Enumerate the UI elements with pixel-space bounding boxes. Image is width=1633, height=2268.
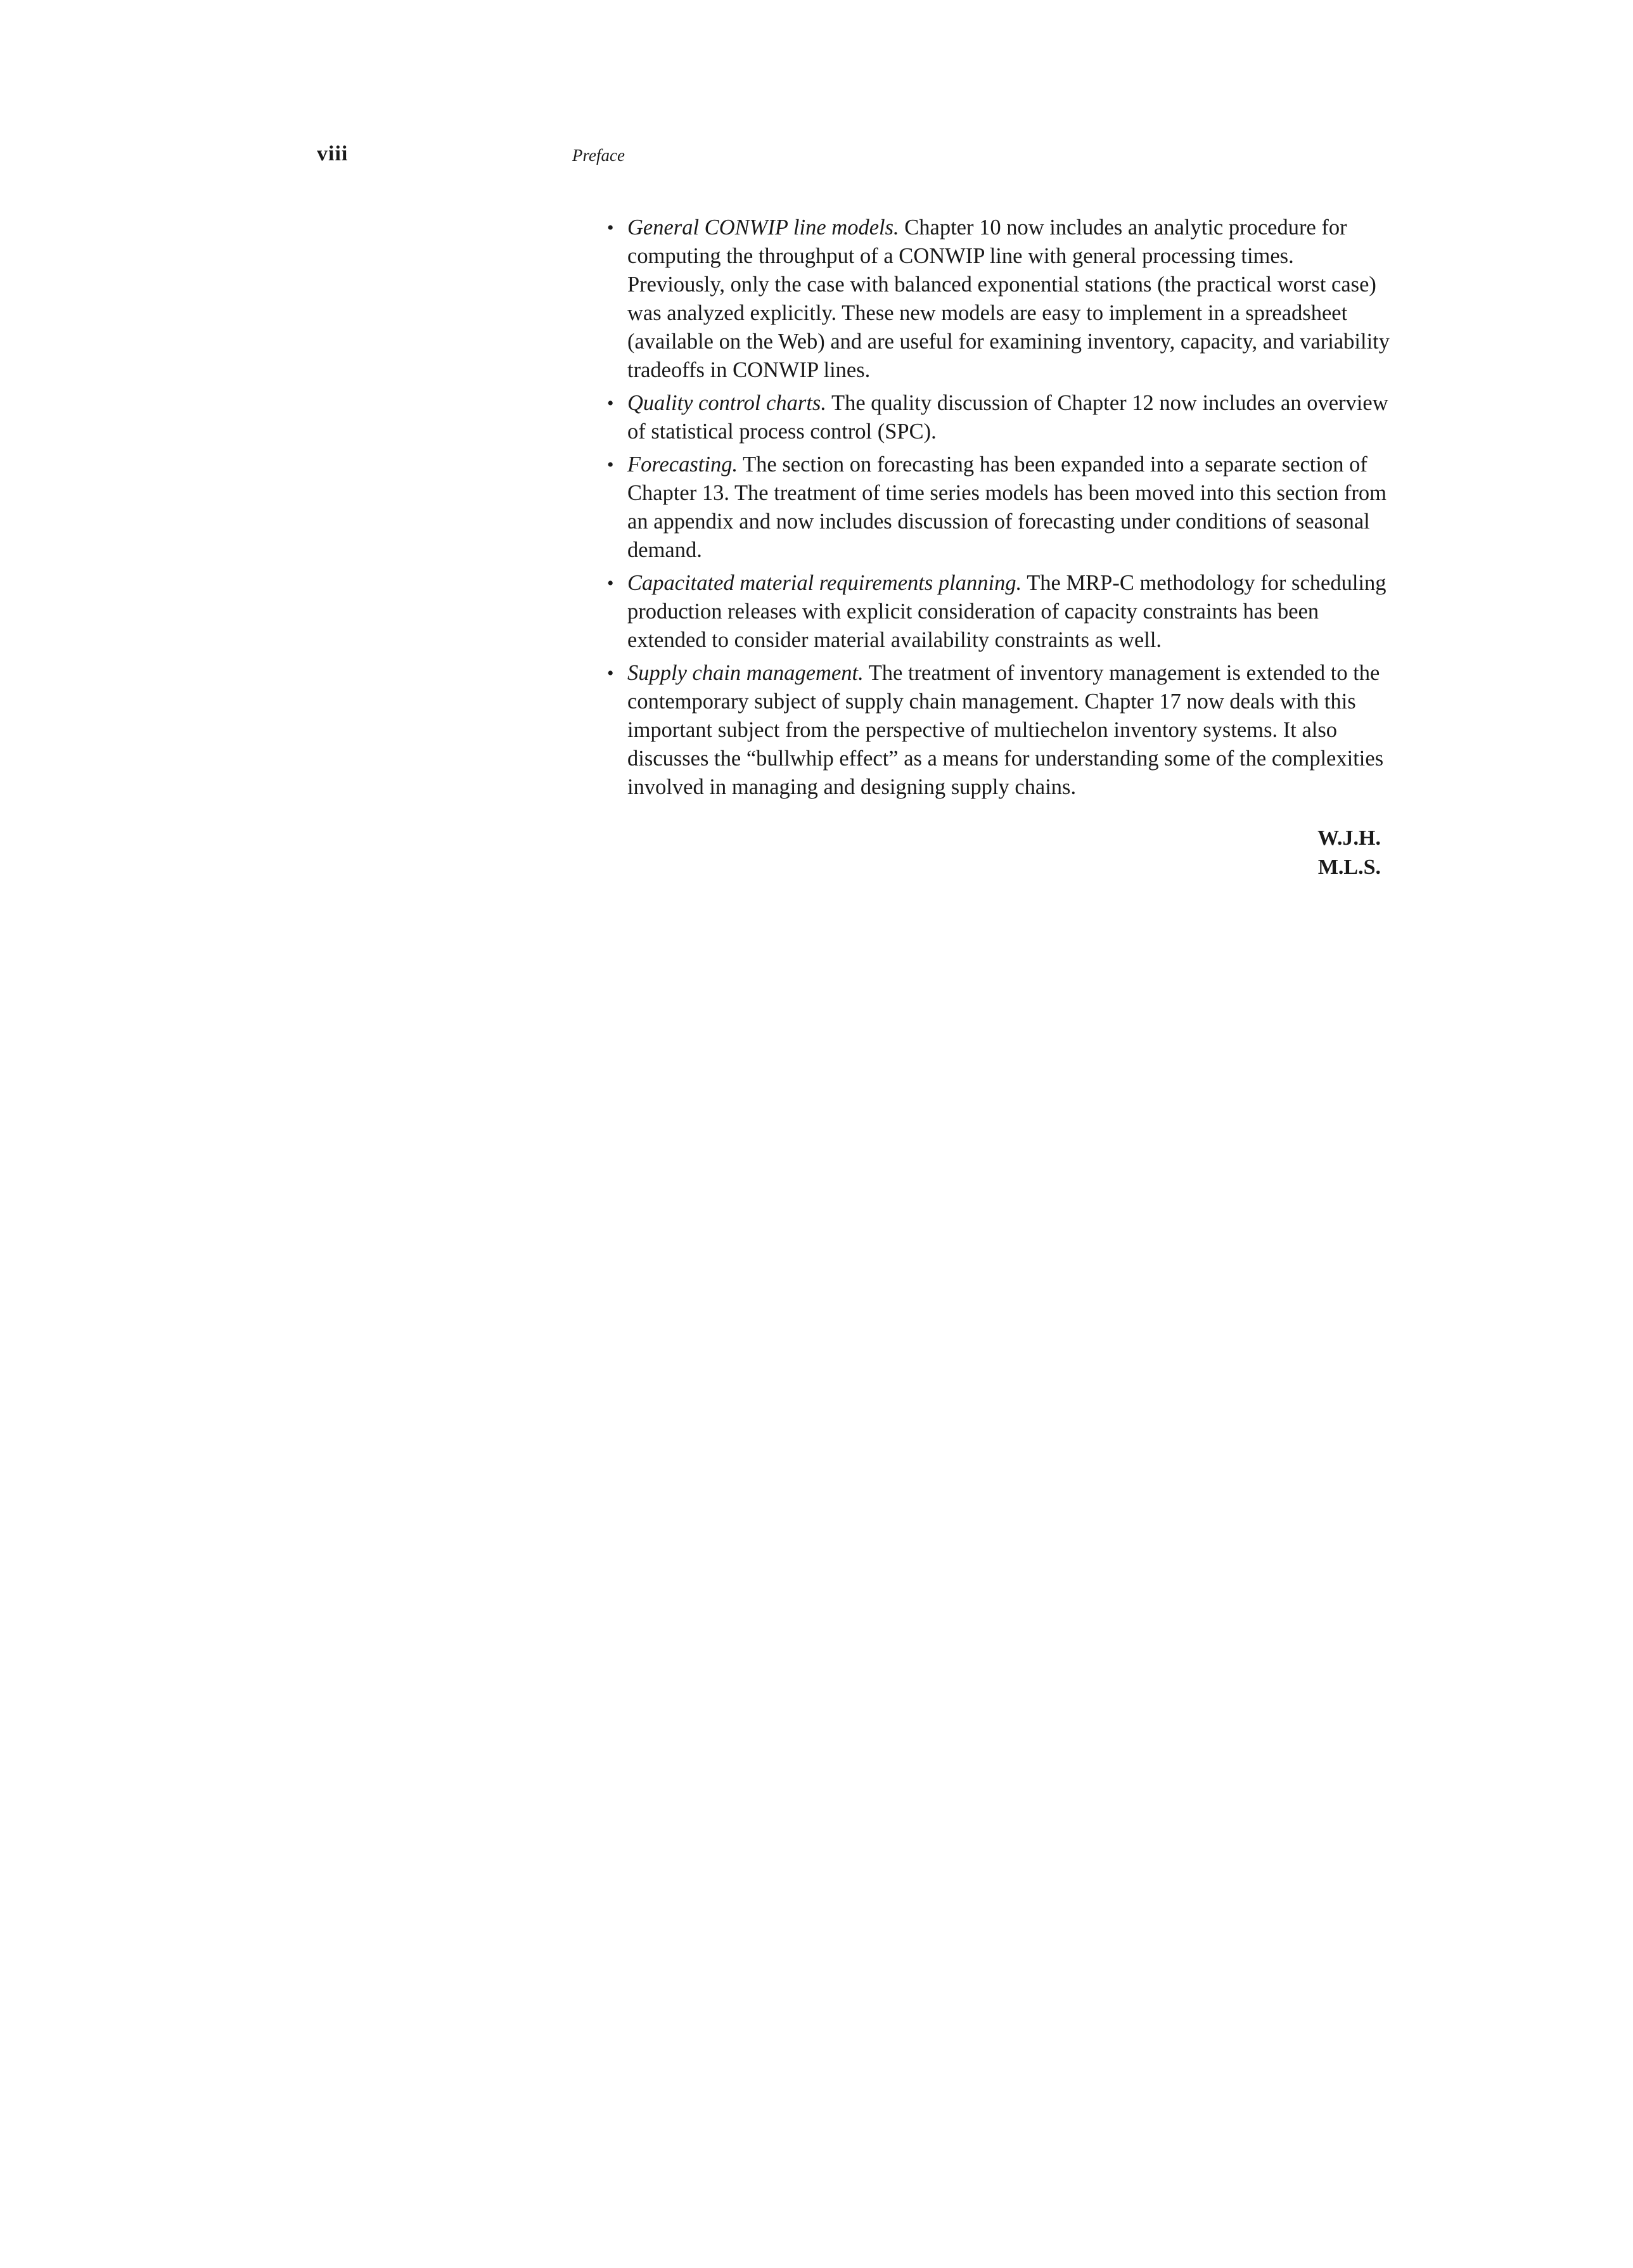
running-head: Preface <box>572 146 625 165</box>
list-item <box>607 451 1390 565</box>
bullet-icon: • <box>607 217 614 238</box>
item-title: General CONWIP line models. <box>627 215 899 240</box>
bullet-icon: • <box>607 573 614 594</box>
initials-line-2: M.L.S. <box>1317 855 1381 879</box>
initials-line-1: W.J.H. <box>1317 826 1381 850</box>
item-body: The quality discussion of Chapter 12 now includes an overview of statistical process control (SPC). <box>627 391 1388 444</box>
page-number: viii <box>317 142 349 165</box>
list-item <box>607 389 1390 446</box>
item-title: Quality control charts. <box>627 391 826 415</box>
item-title: Supply chain management. <box>627 661 864 685</box>
author-initials <box>1317 824 1381 882</box>
item-body: The treatment of inventory management is extended to the contemporary subject of supply chain management. Chapter 17 now deals with this important subject from the perspective of multiechelon inventory systems. It also discusses the “bullwhip effect” as a means for understanding some of the complexities involved in managing and designing supply chains. <box>627 661 1384 799</box>
item-title: Forecasting. <box>627 452 738 477</box>
bullet-icon: • <box>607 663 614 684</box>
list-item <box>607 659 1390 802</box>
list-item <box>607 214 1390 385</box>
item-body: The section on forecasting has been expanded into a separate section of Chapter 13. The treatment of time series models has been moved into this section from an appendix and now includes discussion of forecasting under conditions of seasonal demand. <box>627 452 1386 562</box>
item-title: Capacitated material requirements planning. <box>627 571 1022 595</box>
item-body: Chapter 10 now includes an analytic procedure for computing the throughput of a CONWIP line with general processing times. Previously, only the case with balanced exponential stations (the practical worst case) was analyzed explicitly. These new models are easy to implement in a spreadsheet (available on the Web) and are useful for examining inventory, capacity, and variability tradeoffs in CONWIP lines. <box>627 215 1390 382</box>
bullet-list <box>607 214 1390 806</box>
item-body: The MRP-C methodology for scheduling production releases with explicit consideration of capacity constraints has been extended to consider material availability constraints as well. <box>627 571 1386 652</box>
bullet-icon: • <box>607 393 614 414</box>
list-item <box>607 569 1390 655</box>
bullet-icon: • <box>607 454 614 475</box>
